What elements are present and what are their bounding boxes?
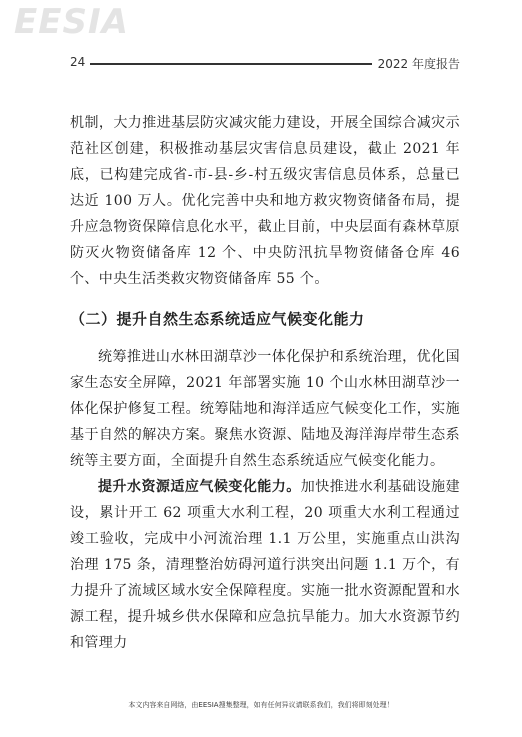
paragraph-lead: 提升水资源适应气候变化能力。 bbox=[98, 479, 301, 495]
paragraph-disaster-reduction: 机制，大力推进基层防灾减灾能力建设，开展全国综合减灾示范社区创建，积极推动基层灾害信息员建设，截止 2021 年底，已构建完成省-市-县-乡-村五级灾害信息员体系，总量已达近 100 万人。优化完善中央和地方救灾物资储备布局，提升应急物资保障信息化水平，截止目前，中央层面有森林草原防灭火物资储备库 12 个、中央防汛抗旱物资储备仓库 46 个、中央生活类救灾物资储备库 55 个。 bbox=[70, 115, 460, 287]
page-number: 24 bbox=[70, 55, 86, 69]
header-rule bbox=[90, 63, 372, 65]
paragraph-body: 加快推进水利基础设施建设，累计开工 62 项重大水利工程，20 项重大水利工程通过竣工验收，完成中小河流治理 1.1 万公里，实施重点山洪沟治理 175 条，清理整治妨碍河道行洪突出问题 1.1 万个，有力提升了流域区域水安全保障程度。实施一批水资源配置和水源工程，提升城乡供水保障和应急抗旱能力。加大水资源节约和管理力 bbox=[70, 479, 460, 651]
footer-disclaimer: 本文内容来自网络，由EESIA搜集整理，如有任何异议请联系我们，我们将即刻处理！ bbox=[128, 701, 394, 709]
paragraph-ecosystem: 统筹推进山水林田湖草沙一体化保护和系统治理，优化国家生态安全屏障，2021 年部署实施 10 个山水林田湖草沙一体化保护修复工程。统筹陆地和海洋适应气候变化工作，实施基于自然的解决方案。聚焦水资源、陆地及海洋海岸带生态系统等主要方面，全面提升自然生态系统适应气候变化能力。 bbox=[70, 349, 460, 469]
paragraph-water-resources bbox=[70, 474, 460, 656]
section-heading: （二）提升自然生态系统适应气候变化能力 bbox=[70, 310, 365, 328]
eesia-logo: EESIA bbox=[14, 2, 129, 42]
document-body bbox=[70, 110, 460, 656]
page-header bbox=[70, 52, 460, 72]
report-title: 2022 年度报告 bbox=[377, 57, 460, 71]
